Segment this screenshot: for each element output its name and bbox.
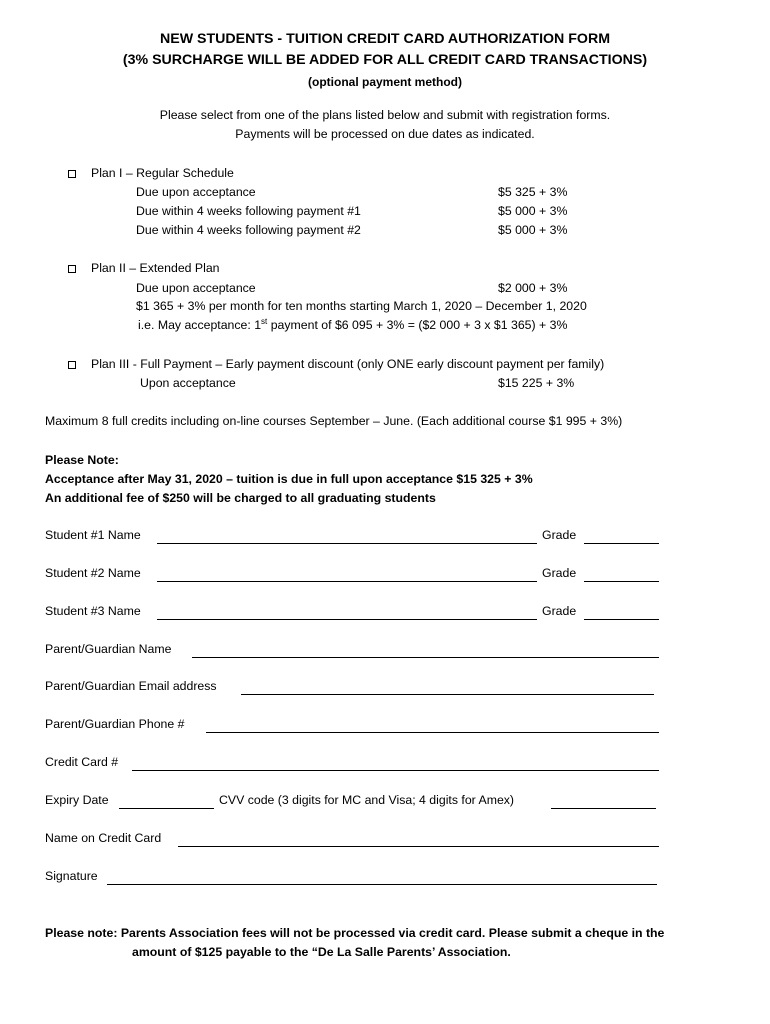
plan-1-label: Plan I – Regular Schedule — [91, 166, 234, 180]
expiry-label: Expiry Date — [45, 793, 109, 807]
credit-card-label: Credit Card # — [45, 755, 119, 769]
intro-line-2: Payments will be processed on due dates as indicated. — [235, 127, 535, 141]
student-3-grade-label: Grade — [542, 604, 577, 618]
plan-2-example-pre: i.e. May acceptance: 1 — [138, 318, 262, 332]
plan-1-row-1-amount: $5 325 + 3% — [498, 185, 568, 199]
footer-note-line-2: amount of $125 payable to the “De La Salle Parents’ Association. — [132, 945, 511, 959]
note-heading: Please Note: — [45, 453, 119, 467]
name-on-card-field[interactable] — [178, 846, 659, 847]
plan-2-checkbox[interactable] — [68, 265, 76, 273]
credit-card-field[interactable] — [132, 770, 659, 771]
student-2-name-field[interactable] — [157, 581, 537, 582]
plan-2-label: Plan II – Extended Plan — [91, 261, 220, 275]
student-1-label: Student #1 Name — [45, 528, 141, 542]
plan-1-row-3-desc: Due within 4 weeks following payment #2 — [136, 223, 361, 237]
plan-2-example-post: payment of $6 095 + 3% = ($2 000 + 3 x $1 365) + 3% — [267, 318, 568, 332]
form-title: NEW STUDENTS - TUITION CREDIT CARD AUTHORIZATION FORM — [159, 31, 611, 47]
cvv-field[interactable] — [551, 808, 656, 809]
parent-name-field[interactable] — [192, 657, 659, 658]
max-credits: Maximum 8 full credits including on-line courses September – June. (Each additional course $1 995 + 3%) — [45, 414, 623, 428]
plan-2-monthly: $1 365 + 3% per month for ten months starting March 1, 2020 – December 1, 2020 — [136, 299, 587, 313]
student-1-grade-field[interactable] — [584, 543, 659, 544]
plan-3-row-1-amount: $15 225 + 3% — [498, 376, 575, 390]
plan-3-checkbox[interactable] — [68, 361, 76, 369]
optional-note: (optional payment method) — [308, 75, 462, 89]
intro-line-1: Please select from one of the plans listed below and submit with registration forms. — [159, 108, 611, 122]
plan-2-example-sup: st — [261, 316, 268, 326]
parent-email-label: Parent/Guardian Email address — [45, 679, 217, 693]
footer-note-line-1: Please note: Parents Association fees will not be processed via credit card. Please submit a cheque in the — [45, 926, 665, 940]
parent-phone-label: Parent/Guardian Phone # — [45, 717, 185, 731]
signature-label: Signature — [45, 869, 98, 883]
parent-name-label: Parent/Guardian Name — [45, 642, 172, 656]
plan-1-row-2-amount: $5 000 + 3% — [498, 204, 568, 218]
student-1-name-field[interactable] — [157, 543, 537, 544]
note-line-2: An additional fee of $250 will be charged to all graduating students — [45, 491, 436, 505]
student-2-label: Student #2 Name — [45, 566, 141, 580]
plan-3-label: Plan III - Full Payment – Early payment discount (only ONE early discount payment per family) — [91, 357, 605, 371]
cvv-label: CVV code (3 digits for MC and Visa; 4 digits for Amex) — [219, 793, 515, 807]
plan-2-row-1-desc: Due upon acceptance — [136, 281, 256, 295]
parent-phone-field[interactable] — [206, 732, 659, 733]
note-line-1: Acceptance after May 31, 2020 – tuition is due in full upon acceptance $15 325 + 3% — [45, 472, 533, 486]
student-3-name-field[interactable] — [157, 619, 537, 620]
plan-1-checkbox[interactable] — [68, 170, 76, 178]
student-3-grade-field[interactable] — [584, 619, 659, 620]
plan-1-row-3-amount: $5 000 + 3% — [498, 223, 568, 237]
student-2-grade-label: Grade — [542, 566, 577, 580]
parent-email-field[interactable] — [241, 694, 654, 695]
student-2-grade-field[interactable] — [584, 581, 659, 582]
student-1-grade-label: Grade — [542, 528, 577, 542]
plan-2-example — [138, 318, 567, 332]
plan-1-row-1-desc: Due upon acceptance — [136, 185, 256, 199]
plan-3-row-1-desc: Upon acceptance — [140, 376, 236, 390]
surcharge-notice: (3% SURCHARGE WILL BE ADDED FOR ALL CREDIT CARD TRANSACTIONS) — [122, 52, 648, 68]
name-on-card-label: Name on Credit Card — [45, 831, 162, 845]
expiry-field[interactable] — [119, 808, 214, 809]
plan-2-row-1-amount: $2 000 + 3% — [498, 281, 568, 295]
signature-field[interactable] — [107, 884, 657, 885]
student-3-label: Student #3 Name — [45, 604, 141, 618]
plan-1-row-2-desc: Due within 4 weeks following payment #1 — [136, 204, 361, 218]
